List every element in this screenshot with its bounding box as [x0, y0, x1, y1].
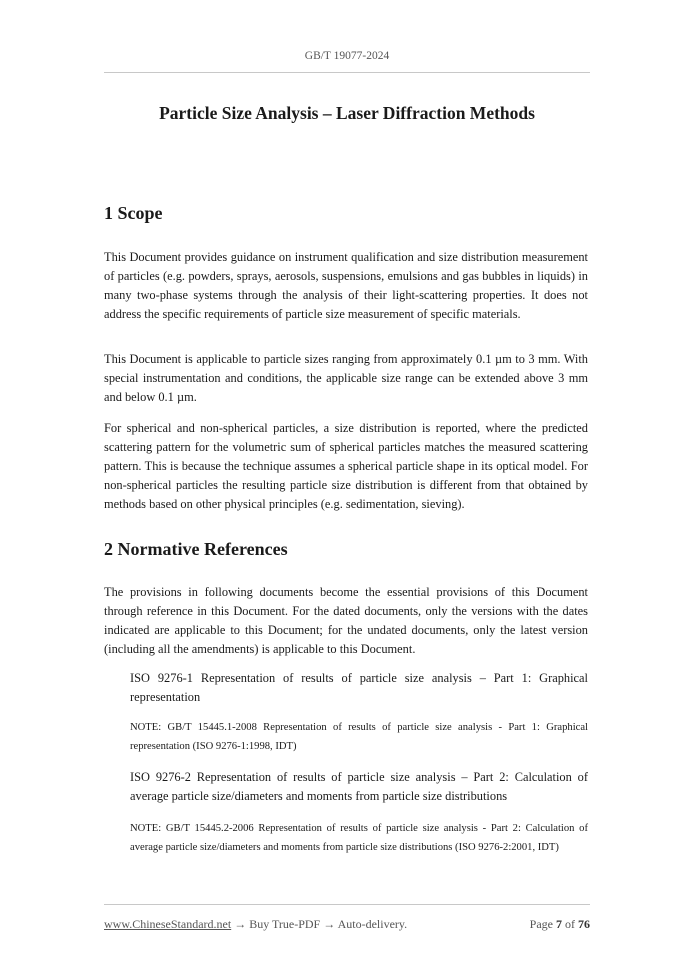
section-heading-scope: 1 Scope — [104, 203, 163, 223]
normative-references-intro: The provisions in following documents become the essential provisions of this Document through reference in this Document. For the dated documents, only the versions with the dates indicated are applicable to this Document; for the undated documents, only the latest version (including all the amendments) is applicable to this Document. — [104, 585, 588, 657]
arrow-icon: → — [323, 917, 336, 931]
header-divider — [104, 72, 590, 73]
scope-paragraph-3: For spherical and non-spherical particles, a size distribution is reported, where the predicted scattering pattern for the volumetric sum of spherical particles matches the measured scattering pattern. This is because the technique assumes a spherical particle shape in its optical model. For non-spherical particles the resulting particle size distribution is different from that obtained by methods based on other physical principles (e.g. sedimentation, sieving). — [104, 421, 588, 512]
document-title: Particle Size Analysis – Laser Diffraction Methods — [159, 103, 535, 123]
page-total: 76 — [578, 917, 590, 931]
reference-item-iso-9276-2: ISO 9276-2 Representation of results of particle size analysis – Part 2: Calculation of average particle size/diameters and moments from particle size distributions — [130, 770, 588, 803]
arrow-icon: → — [234, 917, 247, 931]
page-current: 7 — [556, 917, 562, 931]
reference-note-iso-9276-1: NOTE: GB/T 15445.1-2008 Representation of results of particle size analysis - Part 1: Graphical representation (ISO 9276-1:1998, IDT) — [130, 722, 588, 752]
section-heading-normative-references: 2 Normative References — [104, 539, 288, 559]
scope-paragraph-2: This Document is applicable to particle sizes ranging from approximately 0.1 µm to 3 mm. With special instrumentation and conditions, the applicable size range can be extended above 3 mm and below 0.1 µm. — [104, 352, 588, 405]
reference-note-iso-9276-2: NOTE: GB/T 15445.2-2006 Representation of results of particle size analysis - Part 2: Calculation of average particle size/diameters and moments from particle size distributions (ISO 9276-2:2001, IDT) — [130, 823, 588, 853]
scope-paragraph-1: This Document provides guidance on instrument qualification and size distribution measurement of particles (e.g. powders, sprays, aerosols, suspensions, emulsions and gas bubbles in liquids) in many two-phase systems through the analysis of their light-scattering properties. It does not address the specific requirements of particle size measurement of specific materials. — [104, 250, 588, 322]
running-header: GB/T 19077-2024 — [304, 50, 390, 62]
reference-item-iso-9276-1: ISO 9276-1 Representation of results of particle size analysis – Part 1: Graphical representation — [130, 671, 588, 704]
site-link[interactable]: www.ChineseStandard.net — [104, 917, 232, 931]
footer-promo — [104, 917, 407, 932]
buy-pdf-text: Buy True-PDF — [249, 917, 321, 931]
page-of: of — [565, 917, 575, 931]
page-number — [486, 917, 590, 932]
page-label: Page — [529, 917, 553, 931]
auto-delivery-text: Auto-delivery. — [337, 917, 408, 931]
footer-divider — [104, 904, 590, 905]
